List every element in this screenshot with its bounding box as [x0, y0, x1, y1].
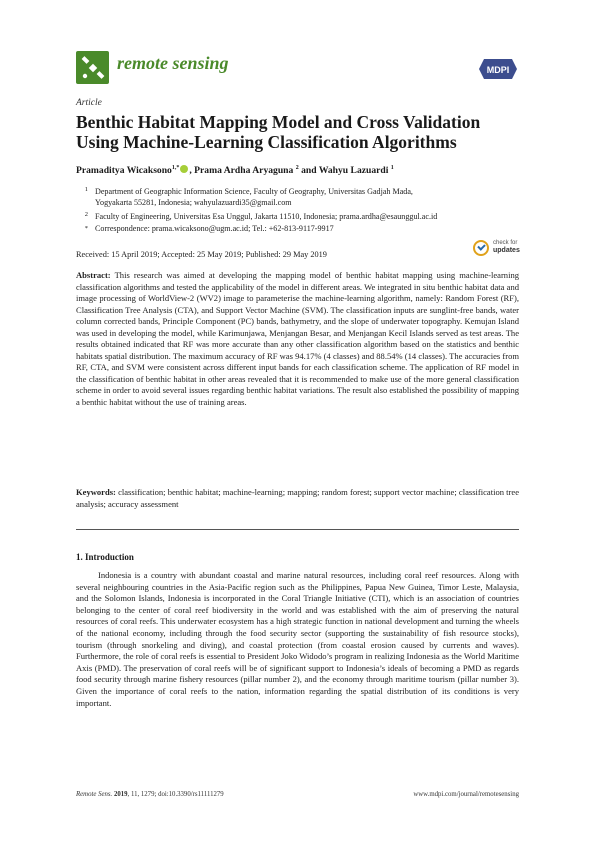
author-name: Wahyu Lazuardi — [318, 165, 389, 177]
affiliation-text — [95, 223, 535, 234]
footer-url[interactable]: www.mdpi.com/journal/remotesensing — [413, 791, 519, 798]
abstract — [76, 270, 519, 409]
affiliation-mark: * — [84, 225, 88, 232]
keywords-text: classification; benthic habitat; machine-learning; mapping; random forest; support vector machine; classification tree analysis; accuracy assessment — [76, 487, 519, 509]
abstract-label: Abstract: — [76, 270, 111, 280]
footer-journal-abbrev: Remote Sens. — [76, 791, 113, 798]
affiliation-text — [95, 186, 535, 208]
author-separator: and — [298, 165, 319, 177]
author-affiliation-mark: 1 — [390, 165, 394, 171]
author-separator: , — [189, 165, 195, 177]
publication-dates: Received: 15 April 2019; Accepted: 25 May 2019; Published: 29 May 2019 — [76, 250, 327, 259]
keywords-label: Keywords: — [76, 487, 116, 497]
keywords — [76, 487, 519, 510]
check-for-updates-badge[interactable] — [473, 238, 523, 260]
orcid-icon[interactable] — [180, 165, 188, 173]
author-name: Pramaditya Wicaksono — [76, 165, 172, 177]
paper-title: Benthic Habitat Mapping Model and Cross Validation Using Machine-Learning Classification Algorithms — [76, 112, 481, 152]
affiliation-mark: 2 — [84, 211, 88, 218]
affiliation-line: Yogyakarta 55281, Indonesia; wahyulazuardi35@gmail.com — [95, 198, 292, 207]
article-type: Article — [76, 98, 102, 108]
author-name: Prama Ardha Aryaguna — [194, 165, 294, 177]
affiliation-line: Department of Geographic Information Science, Faculty of Geography, Universitas Gadjah Mada, — [95, 187, 413, 196]
journal-name: remote sensing — [117, 53, 229, 73]
abstract-text: This research was aimed at developing the mapping model of benthic habitat mapping using machine-learning classification algorithms and tested the applicability of the model in different areas. We integrated in situ benthic habitat data and image processing of WorldView-2 (WV2) image to parameterise the machine-learning algorithm, namely: Random Forest (RF), Classification Tree Analysis (CTA), and Support Vector Machine (SVM). The classification inputs are sunglint-free bands, water column corrected bands, Principle Component (PC) bands, bathymetry, and the slope of underwater topography. Kemujan Island was used in developing the model, while Karimunjawa, Menjangan Besar, and Menjangan Kecil Islands served as test areas. The results obtained indicated that RF was more accurate than any other classification algorithm based on the statistics and benthic habitats spatial distribution. The maximum accuracy of RF was 94.17% (4 classes) and 88.54% (14 classes). The accuracies from RF, CTA, and SVM were consistent across different input bands for each classification scheme. The application of RF model in the classification of benthic habitat in other areas revealed that it is recommended to make use of the more general classification scheme in order to avoid several issues regarding benthic habitat variations. The result also established the possibility of mapping a benthic habitat without the use of training areas. — [76, 270, 520, 408]
correspondence-line: Correspondence: prama.wicaksono@ugm.ac.id; Tel.: +62-813-9117-9917 — [95, 224, 334, 233]
journal-logo — [76, 51, 109, 84]
divider — [76, 529, 519, 530]
affiliation-mark: 1 — [84, 186, 88, 193]
checkmark-icon — [473, 240, 489, 256]
section-paragraph: Indonesia is a country with abundant coastal and marine natural resources, including coral reef resources. Along with several neighbouring countries in the Asia-Pacific region such as the Philippines, Papua New Guinea, Timor Leste, Malaysia, and the Solomon Islands, Indonesia is incorporated in the Coral Triangle Initiative (CTI), which is an association of countries belonging to the center of coral reef biodiversity in the world and was established with the aim of preserving the natural resources of coral reefs. This underwater ecosystem has a high strategic function in national development and turning the wheels of the national economy, including through the food security sector (supporting the sustainability of fish resource stocks), tourism (through snorkeling and diving), and coastal protection (from coastal erosion caused by currents and waves). Furthermore, the role of coral reefs is essential to President Joko Widodo’s program in realizing Indonesia as the World Maritime Axis (PMD). The preservation of coral reefs will be of significant support to Indonesia’s ideals of becoming a PMD as regards food security through marine fishery resources (pillar number 2), and the economy through maritime tourism (pillar number 3). Given the importance of coral reefs to the nation, information regarding the spatial distribution of its conditions is very important. — [76, 570, 519, 708]
check-updates-line1: check for — [493, 240, 518, 246]
author-affiliation-mark: 1,* — [171, 165, 180, 171]
publisher-name: MDPI — [486, 65, 510, 75]
footer-citation-rest: , 11, 1279; doi:10.3390/rs11111279 — [127, 791, 224, 798]
author-affiliation-mark: 2 — [295, 165, 299, 171]
section-heading: 1. Introduction — [76, 552, 134, 562]
affiliation-text — [95, 211, 535, 222]
check-updates-line2: updates — [493, 247, 520, 254]
author-list — [76, 165, 394, 176]
affiliation-line: Faculty of Engineering, Universitas Esa Unggul, Jakarta 11510, Indonesia; prama.ardha@esaunggul.ac.id — [95, 212, 438, 221]
footer-year: 2019 — [113, 791, 128, 798]
publisher-logo — [478, 58, 518, 80]
footer-citation — [76, 791, 224, 798]
